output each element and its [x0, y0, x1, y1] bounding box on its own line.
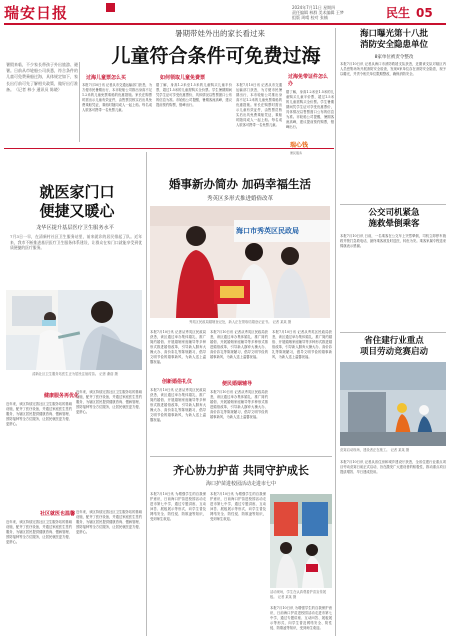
story-separator	[150, 456, 332, 457]
story1-kicker: 暑期带娃外出的家长看过来	[175, 29, 265, 38]
story3-headline: 婚事新办简办 加码幸福生活	[168, 177, 311, 191]
right1-subtitle: 8家单位被责令整改	[374, 55, 414, 60]
story4-caption: 活动现场，学生在认真观看护苗宣传展板。 记者 某某 摄	[270, 590, 327, 599]
story3-body-2: 本报7月10日讯 记者从秀英区民政局获悉，该区通过举办集体婚礼、推广简约婚俗、开展婚姻家庭辅导等多种形式推进婚俗改革，引导新人摒弃大操大办、高价彩礼等陈规陋习，倡导文明节俭的婚事新风，为新人送上温馨祝福。	[150, 388, 206, 422]
story-separator	[340, 204, 446, 205]
story2-body-3: 近年来，该区持续完善社区卫生服务站的基础设施，配齐了医疗设备，并通过家庭医生签约服务，为辖区居民提供健康咨询、慢病管理、预防接种等全方位服务，让居民就医更方便、更舒心。	[6, 520, 72, 544]
right1-headline-line1: 海口曝光第十八批	[359, 29, 428, 39]
issue-info	[292, 5, 392, 20]
story1-headline: 儿童符合条件可免费过海	[111, 45, 321, 67]
story4-headline: 齐心协力护苗 共同守护成长	[173, 464, 309, 477]
story4-subtitle: 海口护苗进校园活动走进市七中	[205, 481, 276, 487]
story2-subhead-2: 社区就医也温馨	[40, 511, 76, 517]
issue-date: 2024年7月11日 星期四	[292, 5, 336, 10]
story1-subhead-3: 过海免带证件怎么办	[288, 74, 329, 87]
header-rule	[4, 23, 446, 25]
story2-caption: 清新社区卫生服务站医生正为居民注射疫苗。 记者 谢蓓 摄	[32, 372, 118, 376]
story3-body-3: 本报7月10日讯 记者从秀英区民政局获悉，该区通过举办集体婚礼、推广简约婚俗、开展婚姻家庭辅导等多种形式推进婚俗改革，引导新人摒弃大操大办、高价彩礼等陈规陋习，倡导文明节俭的婚事新风，为新人送上温馨祝福。	[210, 330, 268, 359]
story1-subhead-2: 如何领取儿童免费票	[160, 75, 206, 81]
story-separator	[340, 332, 446, 333]
right1-body: 本报7月10日讯 记者从海口市消防救援支队获悉，近期该支队对辖区内人员密集场所开展消防安全检查，发现8家单位存在消防安全隐患，现予以曝光，并责令相关单位限期整改，确保消防安全。	[340, 62, 446, 76]
story2-subtitle: 龙华区提升基层医疗卫生服务水平	[36, 225, 114, 231]
right3-headline-line2: 项目劳动竞赛启动	[359, 347, 428, 357]
story4-body-2: 本报7月10日讯 为增强学生的自我保护意识，日前海口护苗进校园活动走进市第七中学，通过专题讲座、互动问答、展板展示等形式，向学生普及网络安全、防性侵、防欺凌等知识，受到师生欢迎。	[210, 492, 266, 521]
wedding-registration-photo	[150, 206, 330, 318]
story2-headline-line1: 就医家门口	[39, 183, 115, 201]
vaccination-photo	[6, 290, 142, 370]
column-divider	[79, 62, 80, 142]
brand-logo-text: 瑞心钱	[290, 142, 309, 149]
masthead-logo: 瑞安日报	[4, 4, 69, 22]
story1-body-4: 据了解，身高1.2米至1.5米的儿童购买儿童半价票，超过1.5米的儿童需购买全价票。学生暑期期间凭学生证可享受优惠票价，具体情况以售票窗口公布的信息为准。市轮船公司提醒，暑期客流高峰，建议提前预约购票，错峰出行。	[286, 90, 334, 129]
issue-editors: 责任编辑 林群 美术编辑 王梦	[292, 10, 344, 15]
story1-lead: 暑假来临，不少家长带孩子外出旅游、避暑。日前从市轮船公司获悉，符合条件的儿童可免费乘船过海，具体规定如下，家长出行前可先了解相关政策，做好出行准备。（记者 林小 通讯员 陈晓）	[6, 62, 78, 92]
page-number: 05	[416, 6, 433, 20]
story2-subhead-1: 健康服务再优化	[44, 393, 80, 399]
campus-event-photo	[270, 494, 332, 588]
right3-photo	[340, 362, 446, 446]
story1-body-3: 本报7月10日讯 记者从市交通运输部门获悉，为方便市民暑期出行，本市轮船公司推出身高不足1.2米的儿童免票乘船的优惠措施。家长在购票时需出示儿童有效证件，由售票员核实后出具免费乘船凭证，乘船时随同成人一起上船。每名成人旅客可携带一名免票儿童。	[236, 83, 282, 127]
column-divider	[335, 28, 336, 636]
story3-body-5: 本报7月10日讯 记者从秀英区民政局获悉，该区通过举办集体婚礼、推广简约婚俗、开展婚姻家庭辅导等多种形式推进婚俗改革，引导新人摒弃大操大办、高价彩礼等陈规陋习，倡导文明节俭的婚事新风，为新人送上温馨祝福。	[272, 330, 332, 359]
story3-body-4: 本报7月10日讯 记者从秀英区民政局获悉，该区通过举办集体婚礼、推广简约婚俗、开展婚姻家庭辅导等多种形式推进婚俗改革，引导新人摒弃大操大办、高价彩礼等陈规陋习，倡导文明节俭的婚事新风，为新人送上温馨祝福。	[210, 390, 268, 419]
section-header	[386, 4, 448, 21]
right1-headline-line2: 消防安全隐患单位	[359, 40, 428, 50]
masthead-seal	[106, 3, 115, 12]
section-name: 民生	[386, 6, 411, 20]
story3-subtitle: 秀英区多形式推进婚俗改革	[206, 196, 273, 202]
story2-headline-line2: 便捷又暖心	[39, 202, 115, 220]
story2-body-1: 近年来，该区持续完善社区卫生服务站的基础设施，配齐了医疗设备，并通过家庭医生签约服务，为辖区居民提供健康咨询、慢病管理、预防接种等全方位服务，让居民就医更方便、更舒心。	[6, 402, 72, 426]
story4-photo	[270, 494, 332, 588]
registration-sign: 海口市秀英区民政局	[236, 227, 299, 235]
column-divider	[146, 152, 147, 636]
story2-body-4: 近年来，该区持续完善社区卫生服务站的基础设施，配齐了医疗设备，并通过家庭医生签约服务，为辖区居民提供健康咨询、慢病管理、预防接种等全方位服务，让居民就医更方便、更舒心。	[76, 510, 142, 534]
story3-subhead-1: 创新婚俗礼仪	[162, 379, 193, 385]
right2-headline-line2: 施救晕倒乘客	[368, 219, 420, 229]
right2-headline-line1: 公交司机紧急	[368, 208, 420, 218]
story4-body-1: 本报7月10日讯 为增强学生的自我保护意识，日前海口护苗进校园活动走进市第七中学，通过专题讲座、互动问答、展板展示等形式，向学生普及网络安全、防性侵、防欺凌等知识，受到师生欢迎。	[150, 492, 206, 521]
story-separator	[4, 148, 334, 149]
right3-headline-line1: 省住建行业重点	[364, 336, 424, 346]
story1-subhead-1: 过海儿童票怎么买	[86, 75, 127, 81]
right2-body: 本报7月10日讯 日前，一名乘客在公交车上突然晕倒，司机立即停车施救并拨打急救电话，最终乘客被及时送医，转危为安。乘客家属专程送来锦旗表示感谢。	[340, 234, 446, 248]
story2-body-2: 近年来，该区持续完善社区卫生服务站的基础设施，配齐了医疗设备，并通过家庭医生签约服务，为辖区居民提供健康咨询、慢病管理、预防接种等全方位服务，让居民就医更方便、更舒心。	[76, 390, 142, 414]
right3-caption: 竞赛启动现场，建设者正在施工。 记者 某某 摄	[340, 448, 410, 452]
story2-photo	[6, 290, 142, 370]
issue-proof: 组版 周晴 校对 张楠	[292, 15, 328, 20]
brand-logo	[290, 132, 332, 155]
story3-photo	[150, 206, 330, 318]
brand-logo-sub: 便民服务	[290, 151, 303, 155]
story1-body-1: 本报7月10日讯 记者从市交通运输部门获悉，为方便市民暑期出行，本市轮船公司推出身高不足1.2米的儿童免票乘船的优惠措施。家长在购票时需出示儿童有效证件，由售票员核实后出具免费乘船凭证，乘船时随同成人一起上船。每名成人旅客可携带一名免票儿童。	[82, 83, 152, 112]
story4-body-3: 本报7月10日讯 为增强学生的自我保护意识，日前海口护苗进校园活动走进市第七中学，通过专题讲座、互动问答、展板展示等形式，向学生普及网络安全、防性侵、防欺凌等知识，受到师生欢迎。	[270, 606, 332, 630]
story3-caption: 秀英区民政局婚姻登记处，新人正在领取结婚登记证书。 记者 某某 摄	[188, 320, 292, 324]
story2-lead: 7月3日一早，在清新村社区卫生服务站里，前来就诊的居民排起了队。近年来，我市不断推进基层医疗卫生服务体系建设，让群众在家门口就能享受到优质便捷的医疗服务。	[10, 234, 142, 251]
construction-site-photo	[340, 362, 446, 446]
story3-subhead-2: 便民婚姻辅导	[222, 381, 253, 387]
story1-body-2: 据了解，身高1.2米至1.5米的儿童购买儿童半价票，超过1.5米的儿童需购买全价票。学生暑期期间凭学生证可享受优惠票价，具体情况以售票窗口公布的信息为准。市轮船公司提醒，暑期客流高峰，建议提前预约购票，错峰出行。	[156, 83, 232, 107]
right3-body: 本报7月10日讯 记者从省住房和城乡建设厅获悉，全省住建行业重点项目劳动竞赛日前正式启动，旨在激发广大建设者的积极性，推动重点项目提质增效、早日建成投用。	[340, 460, 446, 474]
story3-body-1: 本报7月10日讯 记者从秀英区民政局获悉，该区通过举办集体婚礼、推广简约婚俗、开展婚姻家庭辅导等多种形式推进婚俗改革，引导新人摒弃大操大办、高价彩礼等陈规陋习，倡导文明节俭的婚事新风，为新人送上温馨祝福。	[150, 330, 206, 364]
